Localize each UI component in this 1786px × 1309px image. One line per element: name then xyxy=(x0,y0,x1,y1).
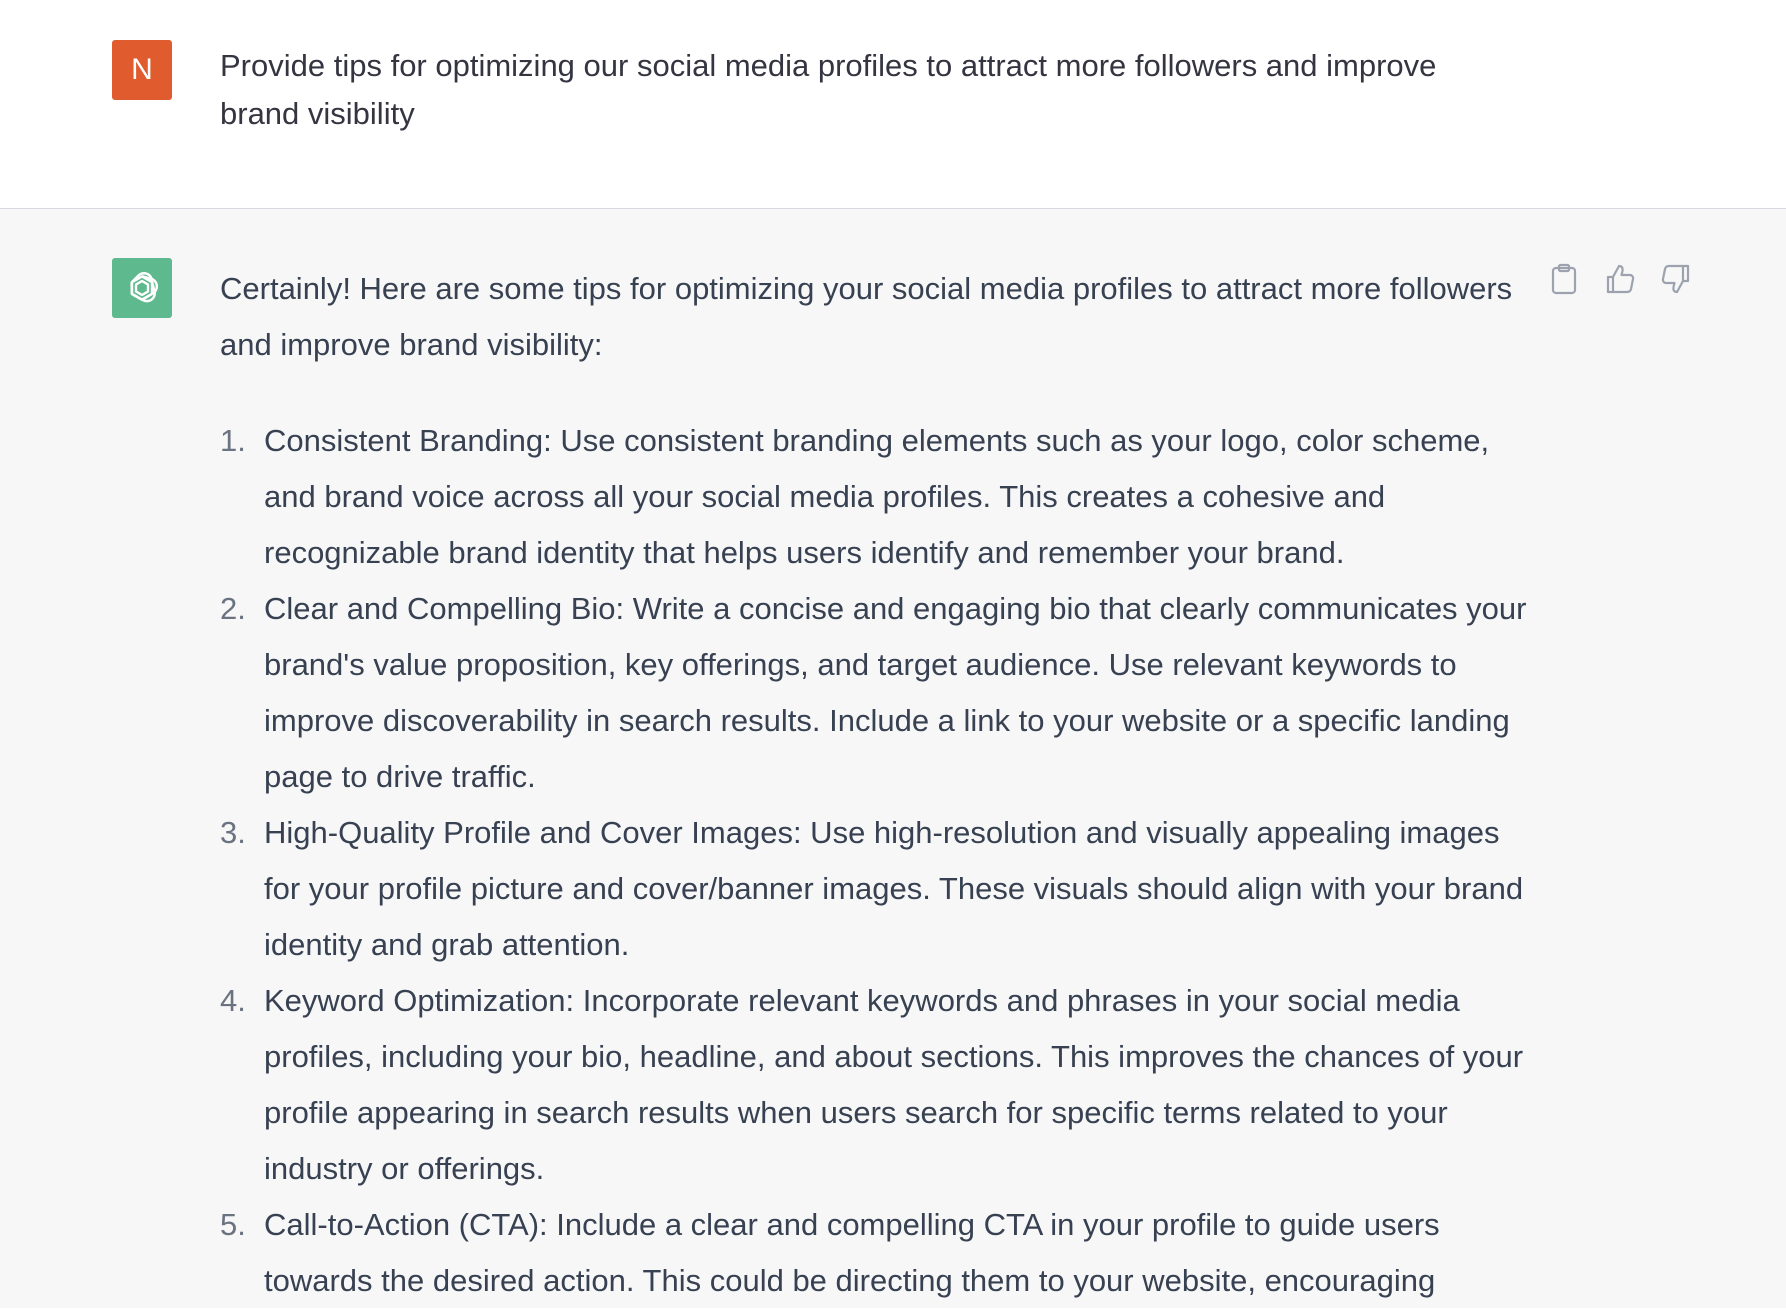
copy-button[interactable] xyxy=(1548,263,1580,295)
list-item xyxy=(220,413,1540,581)
list-item-number: 2. xyxy=(220,591,246,626)
list-item-number: 4. xyxy=(220,983,246,1018)
list-item-number: 5. xyxy=(220,1207,246,1242)
user-message-text: Provide tips for optimizing our social media profiles to attract more followers and improve brand visibility xyxy=(220,48,1437,131)
message-actions xyxy=(1548,263,1692,295)
list-item-number: 3. xyxy=(220,815,246,850)
thumbs-up-button[interactable] xyxy=(1604,263,1636,295)
list-item-text: Clear and Compelling Bio: Write a concise and engaging bio that clearly communicates your brand's value proposition, key offerings, and target audience. Use relevant keywords to improve discoverability in search results. Include a link to your website or a specific landing page to drive traffic. xyxy=(264,591,1527,794)
list-item xyxy=(220,1197,1540,1309)
list-item-text: Keyword Optimization: Incorporate relevant keywords and phrases in your social media profiles, including your bio, headline, and about sections. This improves the chances of your profile appearing in search results when users search for specific terms related to your industry or offerings. xyxy=(264,983,1524,1186)
assistant-intro: Certainly! Here are some tips for optimizing your social media profiles to attract more followers and improve brand visibility: xyxy=(220,271,1513,362)
list-item-text: Consistent Branding: Use consistent branding elements such as your logo, color scheme, and brand voice across all your social media profiles. This creates a cohesive and recognizable brand identity that helps users identify and remember your brand. xyxy=(264,423,1490,570)
list-item xyxy=(220,805,1540,973)
user-message xyxy=(0,0,1786,209)
copy-icon xyxy=(1550,263,1578,295)
list-item-number: 1. xyxy=(220,423,246,458)
openai-logo-icon xyxy=(112,258,172,318)
thumbs-up-icon xyxy=(1604,263,1636,295)
assistant-message-content xyxy=(220,261,1540,1309)
tips-list xyxy=(220,413,1540,1309)
list-item-text: Call-to-Action (CTA): Include a clear and compelling CTA in your profile to guide users towards the desired action. This could be directing them to your website, encouraging xyxy=(264,1207,1440,1298)
thumbs-down-icon xyxy=(1660,263,1692,295)
user-avatar xyxy=(112,40,172,100)
thumbs-down-button[interactable] xyxy=(1660,263,1692,295)
assistant-message xyxy=(0,209,1786,1308)
list-item xyxy=(220,581,1540,805)
user-avatar-letter: N xyxy=(131,53,153,86)
list-item-text: High-Quality Profile and Cover Images: Use high-resolution and visually appealing images for your profile picture and cover/banner images. These visuals should align with your brand identity and grab attention. xyxy=(264,815,1524,962)
list-item xyxy=(220,973,1540,1197)
